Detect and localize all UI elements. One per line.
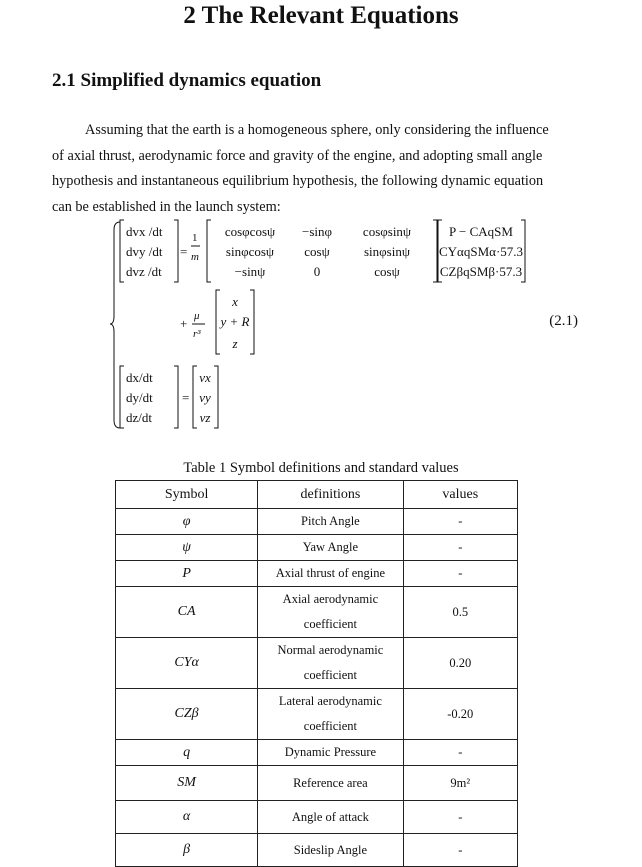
value-cell: - (403, 561, 517, 587)
svg-text:+: + (180, 316, 188, 331)
table-row (116, 766, 518, 801)
header-symbol: Symbol (116, 481, 258, 509)
table-row (116, 638, 518, 689)
definition-cell: Normal aerodynamic coefficient (258, 638, 403, 689)
table-caption: Table 1 Symbol definitions and standard values (183, 460, 459, 476)
symbol-cell: ψ (116, 535, 258, 561)
matrix-cell: sinφcosψ (225, 244, 275, 259)
symbol-cell: α (116, 801, 258, 834)
lhs1-row: dvx /dt (126, 224, 163, 239)
value-cell: - (403, 509, 517, 535)
matrix-cell: −sinψ (234, 264, 266, 279)
value-cell: - (403, 535, 517, 561)
subsection-title: 2.1 Simplified dynamics equation (52, 70, 322, 91)
force-cell: CZβqSMβ·57.3 (439, 264, 523, 279)
definition-cell: Yaw Angle (258, 535, 403, 561)
definition-cell: Angle of attack (258, 801, 403, 834)
lhs2-row: dx/dt (126, 370, 153, 385)
symbol-cell: q (116, 740, 258, 766)
definition-cell: Axial thrust of engine (258, 561, 403, 587)
symbol-cell: φ (116, 509, 258, 535)
header-values: values (403, 481, 517, 509)
symbol-table (115, 480, 518, 867)
matrix-cell: cosφcosψ (224, 224, 276, 239)
paragraph-line: Assuming that the earth is a homogeneous sphere, only considering the influence (85, 122, 549, 138)
force-cell: P − CAqSM (449, 224, 513, 239)
header-definitions: definitions (258, 481, 403, 509)
table-row (116, 740, 518, 766)
svg-text:m: m (191, 251, 199, 263)
svg-text:μ: μ (194, 310, 200, 322)
velocity-cell: vx (199, 370, 211, 385)
matrix-cell: cosψ (374, 264, 400, 279)
lhs1-row: dvy /dt (126, 244, 163, 259)
value-cell: 0.20 (403, 638, 517, 689)
table-row (116, 535, 518, 561)
table-row (116, 834, 518, 867)
svg-text:r³: r³ (193, 328, 201, 340)
symbol-cell: CYα (116, 638, 258, 689)
value-cell: 0.5 (403, 587, 517, 638)
value-cell: - (403, 801, 517, 834)
matrix-cell: cosφsinψ (362, 224, 412, 239)
section-title: 2 The Relevant Equations (183, 2, 459, 29)
matrix-cell: sinφsinψ (364, 244, 410, 259)
value-cell: - (403, 740, 517, 766)
table-row (116, 509, 518, 535)
svg-text:1: 1 (192, 232, 198, 244)
table-header-row (116, 481, 518, 509)
lhs1-row: dvz /dt (126, 264, 162, 279)
definition-cell: Sideslip Angle (258, 834, 403, 867)
definition-cell: Pitch Angle (258, 509, 403, 535)
force-cell: CYαqSMα·57.3 (438, 244, 524, 259)
body-paragraph (52, 118, 580, 220)
definition-cell: Reference area (258, 766, 403, 801)
table-row (116, 587, 518, 638)
dynamics-equation (110, 216, 580, 432)
matrix-cell: −sinφ (301, 224, 333, 239)
velocity-cell: vz (199, 410, 211, 425)
velocity-cell: vy (199, 390, 211, 405)
symbol-cell: P (116, 561, 258, 587)
definition-cell: Axial aerodynamic coefficient (258, 587, 403, 638)
gravity-cell: z (232, 336, 238, 351)
lhs2-row: dy/dt (126, 390, 153, 405)
matrix-cell: cosψ (304, 244, 330, 259)
definition-cell: Dynamic Pressure (258, 740, 403, 766)
matrix-cell: 0 (313, 264, 321, 279)
symbol-cell: CA (116, 587, 258, 638)
lhs2-row: dz/dt (126, 410, 152, 425)
symbol-cell: SM (116, 766, 258, 801)
value-cell: -0.20 (403, 689, 517, 740)
value-cell: 9m² (403, 766, 517, 801)
symbol-cell: CZβ (116, 689, 258, 740)
table-row (116, 561, 518, 587)
paragraph-line: can be established in the launch system: (52, 198, 281, 215)
svg-text:=: = (182, 390, 190, 405)
value-cell: - (403, 834, 517, 867)
symbol-cell: β (116, 834, 258, 867)
gravity-cell: y + R (220, 314, 250, 329)
gravity-cell: x (232, 294, 238, 309)
paragraph-line: of axial thrust, aerodynamic force and gravity of the engine, and adopting small angle (52, 147, 543, 164)
definition-cell: Lateral aerodynamic coefficient (258, 689, 403, 740)
svg-text:=: = (180, 244, 188, 259)
table-row (116, 689, 518, 740)
table-row (116, 801, 518, 834)
equation-number: (2.1) (549, 313, 578, 329)
paragraph-line: hypothesis and instantaneous equilibrium hypothesis, the following dynamic equation (52, 173, 544, 189)
